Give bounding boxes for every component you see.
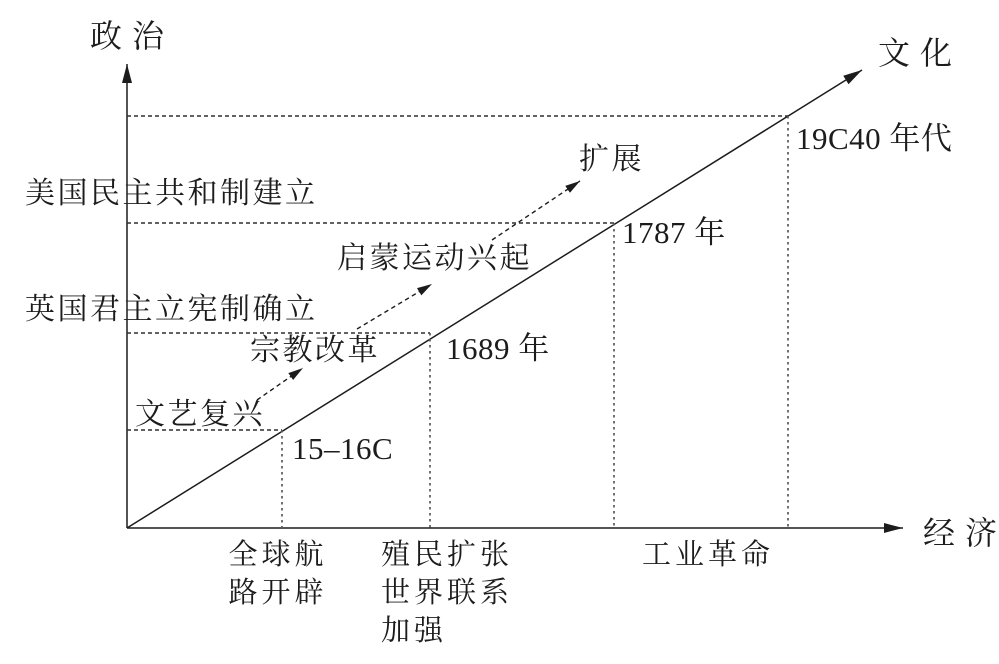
arrow-enlightenment-to-expansion xyxy=(492,181,580,240)
label-us-democratic-republic: 美国民主共和制建立 xyxy=(25,177,318,210)
x-axis-label: 经 济 xyxy=(923,515,999,551)
arrow-reformation-to-enlightenment xyxy=(357,284,432,329)
label-time-1787: 1787 年 xyxy=(622,215,726,250)
culture-axis-label: 文 化 xyxy=(878,35,954,71)
label-renaissance: 文艺复兴 xyxy=(135,398,265,431)
arrow-renaissance-to-reformation xyxy=(257,368,303,400)
label-time-15-16c: 15–16C xyxy=(292,431,394,466)
label-colonial-expansion-line2: 世界联系 xyxy=(381,577,514,609)
label-industrial-revolution: 工业革命 xyxy=(642,539,775,571)
label-expansion: 扩展 xyxy=(579,143,644,176)
label-colonial-expansion-line1: 殖民扩张 xyxy=(381,539,514,571)
label-enlightenment: 启蒙运动兴起 xyxy=(337,242,532,275)
y-axis-label: 政 治 xyxy=(90,18,166,54)
label-reformation: 宗教改革 xyxy=(250,334,380,367)
label-uk-constitutional-monarchy: 英国君主立宪制确立 xyxy=(25,293,318,326)
label-time-1840s: 19C40 年代 xyxy=(796,121,953,156)
label-global-routes-line2: 路开辟 xyxy=(228,577,328,609)
label-colonial-expansion-line3: 加强 xyxy=(381,615,448,647)
label-time-1689: 1689 年 xyxy=(446,331,550,366)
label-global-routes-line1: 全球航 xyxy=(228,539,328,571)
